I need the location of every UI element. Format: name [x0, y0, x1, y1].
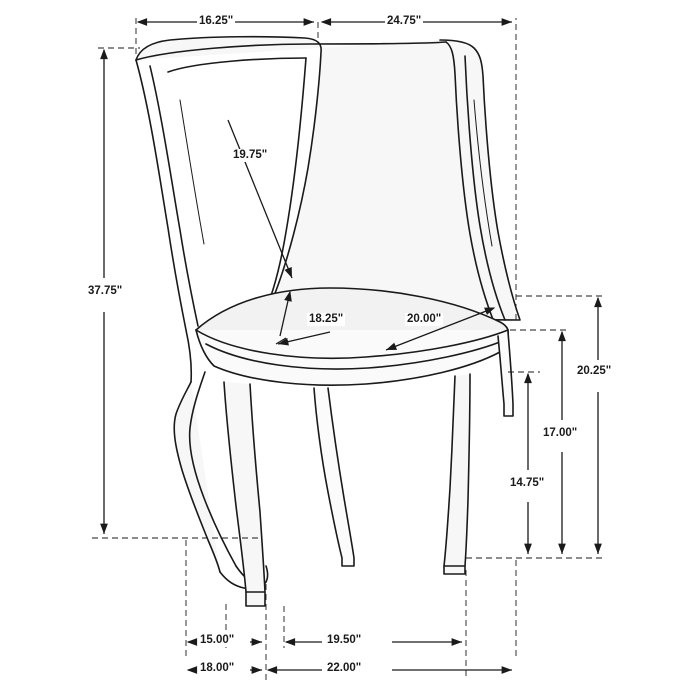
dimension-label-top-right-width: 24.75" — [387, 15, 422, 27]
dimension-label-seat-height: 14.75" — [510, 477, 545, 489]
dimension-label-seat-back-height: 17.00" — [543, 427, 578, 439]
dimension-label-front-leg-spread: 15.00" — [200, 634, 235, 646]
dimension-label-seat-depth: 18.25" — [309, 313, 344, 325]
dimension-label-top-left-width: 16.25" — [199, 15, 234, 27]
dimension-label-seat-width: 20.00" — [407, 313, 442, 325]
dimension-label-arm-height: 20.25" — [577, 365, 612, 377]
dimension-label-overall-height: 37.75" — [88, 285, 123, 297]
dimline-back-diagonal — [228, 120, 292, 278]
dimension-label-bottom-width-inner: 19.50" — [327, 634, 362, 646]
dimension-label-bottom-width-outer: 22.00" — [327, 662, 362, 674]
dimension-label-back-diagonal: 19.75" — [233, 149, 268, 161]
dimension-label-side-depth-outer: 18.00" — [200, 662, 235, 674]
